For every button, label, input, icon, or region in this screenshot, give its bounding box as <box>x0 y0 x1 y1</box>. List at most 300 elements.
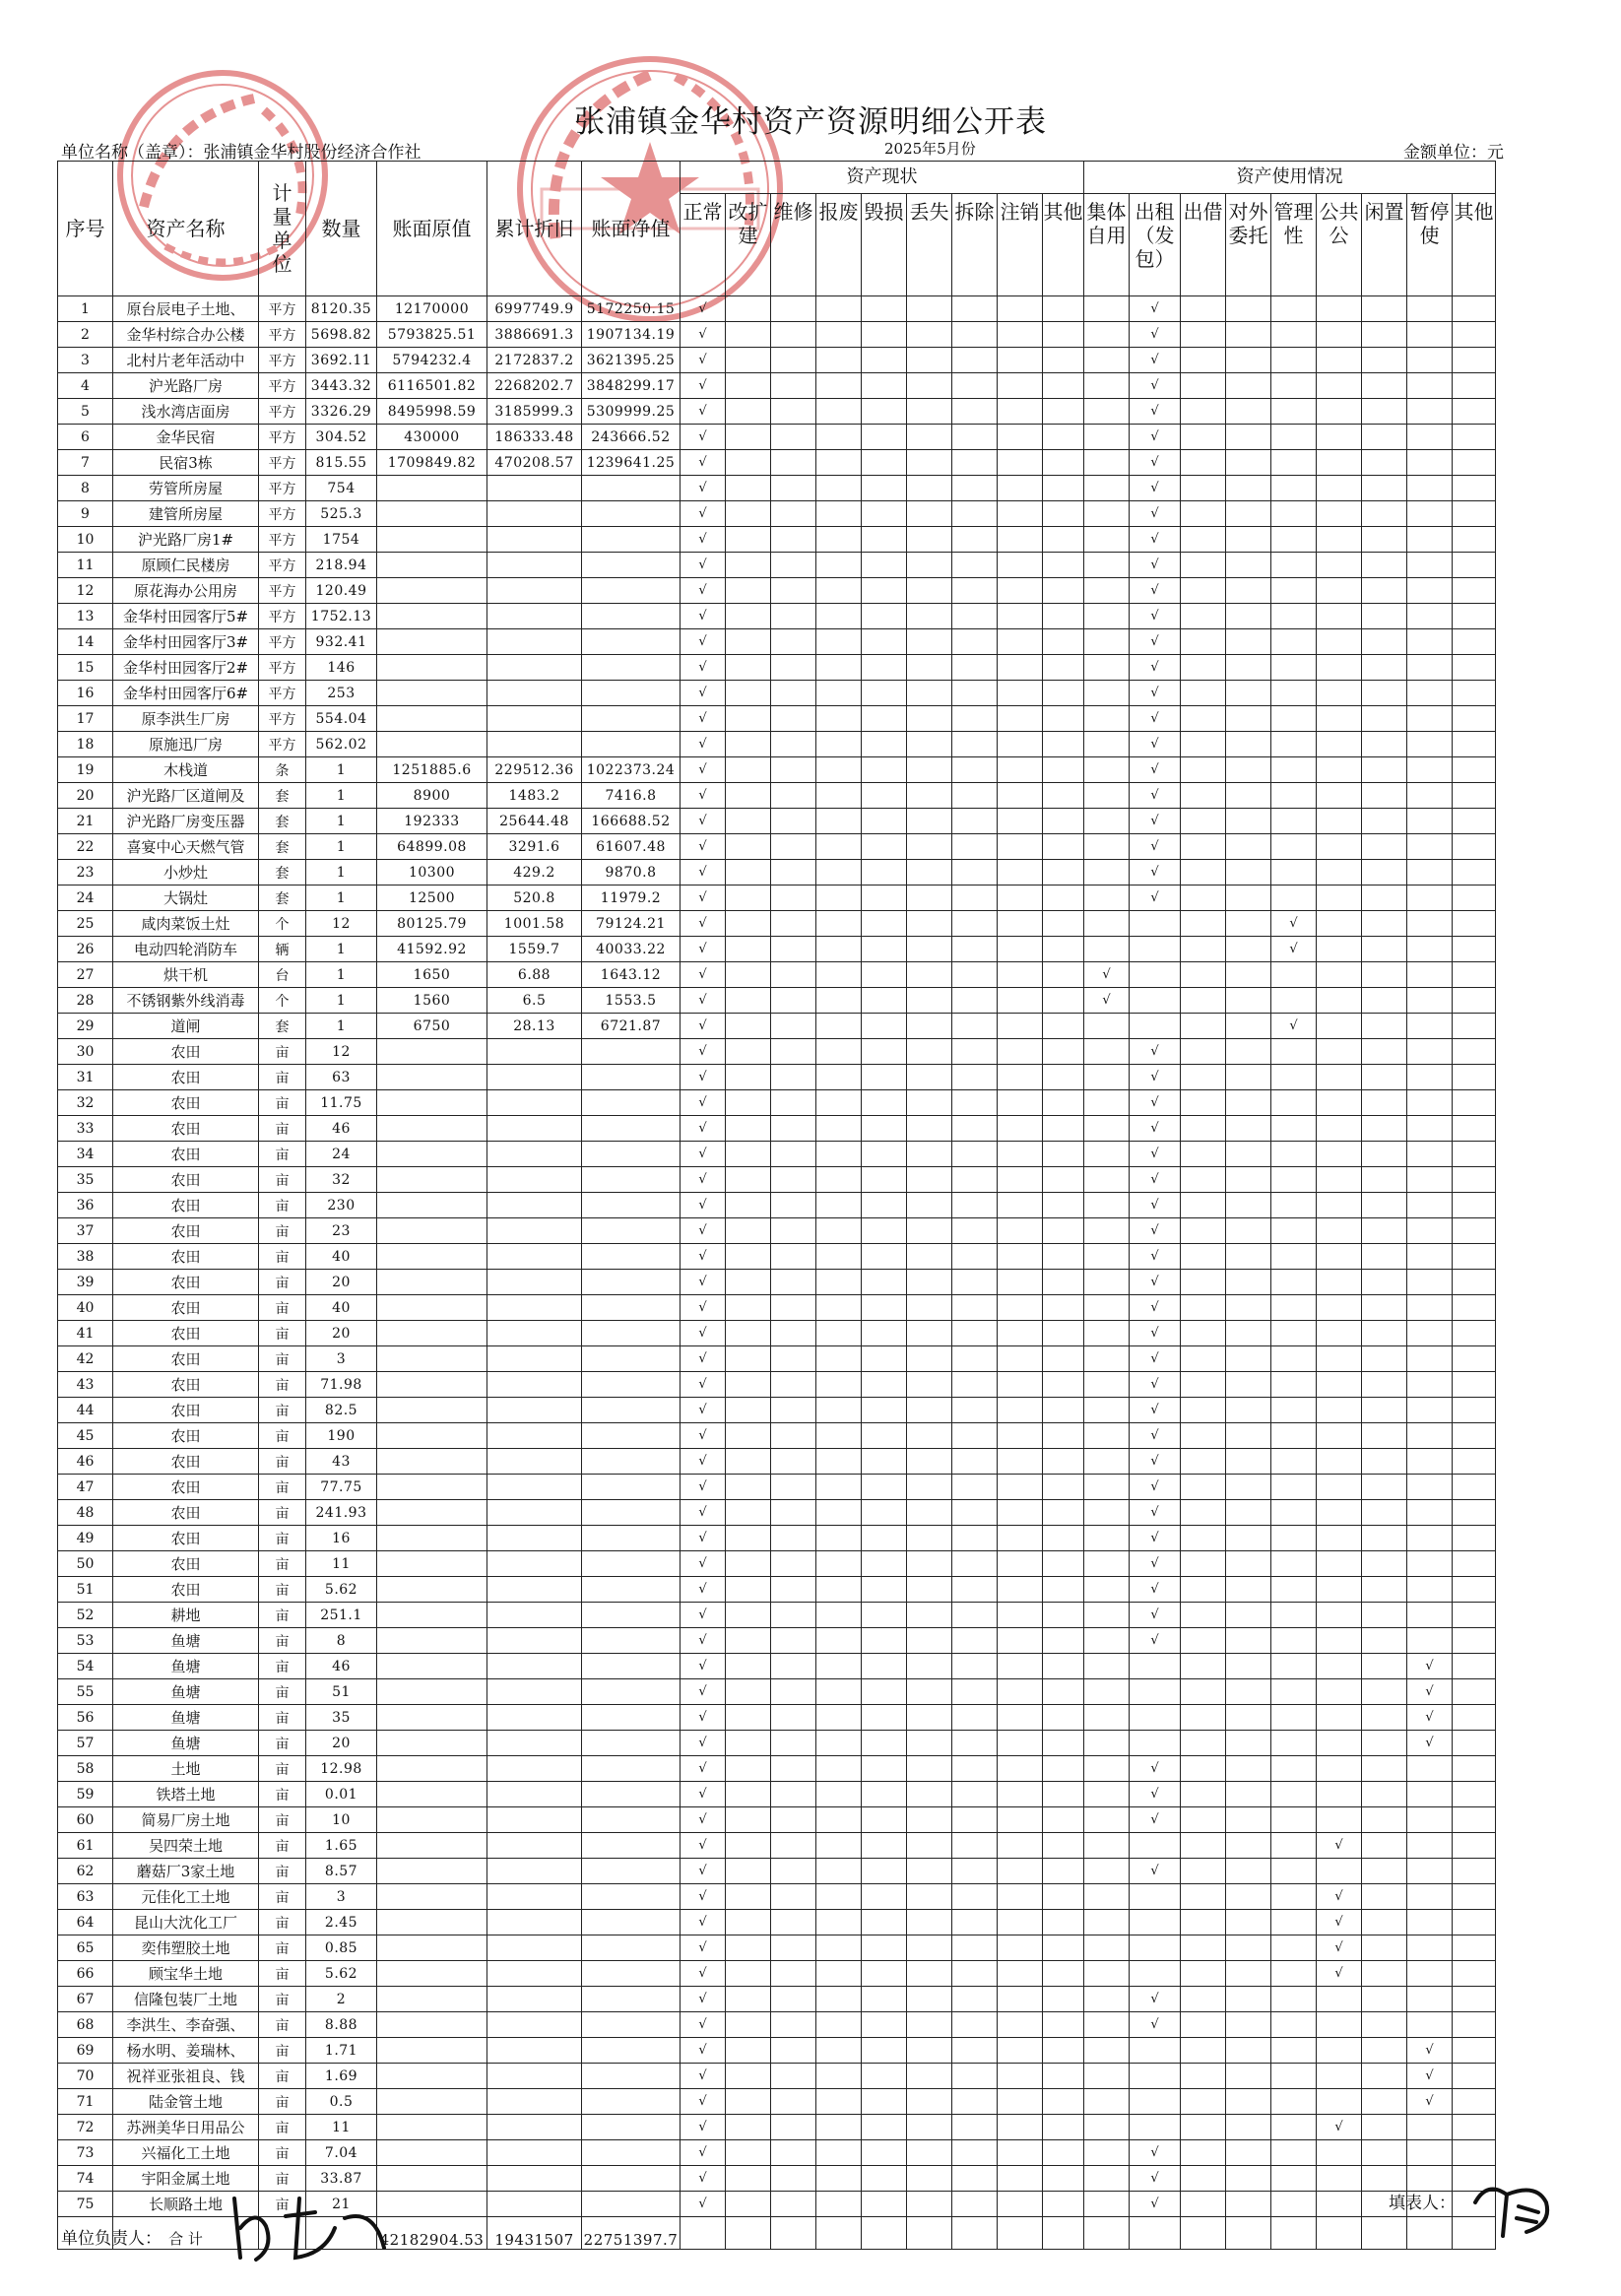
status-cell <box>816 604 862 629</box>
usage-check: √ <box>1317 1884 1362 1910</box>
row-dep: 28.13 <box>487 1014 582 1039</box>
status-cell <box>998 809 1043 834</box>
status-normal-check: √ <box>681 1731 726 1756</box>
status-cell <box>771 1423 816 1449</box>
row-no: 51 <box>58 1577 113 1603</box>
usage-cell <box>1084 655 1130 681</box>
status-cell <box>816 296 862 322</box>
usage-cell <box>1181 296 1226 322</box>
usage-cell <box>1453 629 1496 655</box>
usage-cell <box>1226 1014 1271 1039</box>
table-row <box>58 604 1496 629</box>
usage-cell <box>1130 937 1181 962</box>
status-cell <box>726 783 771 809</box>
status-cell <box>862 450 907 476</box>
usage-cell <box>1226 1782 1271 1807</box>
usage-cell <box>1084 757 1130 783</box>
usage-cell <box>1226 1475 1271 1500</box>
status-cell <box>998 1218 1043 1244</box>
usage-cell <box>1317 296 1362 322</box>
report-period: 2025年5月份 <box>884 140 976 158</box>
status-cell <box>816 1987 862 2012</box>
row-qty: 46 <box>306 1654 377 1679</box>
status-cell <box>771 1807 816 1833</box>
status-cell <box>862 1346 907 1372</box>
status-cell <box>726 1961 771 1987</box>
usage-cell <box>1226 2038 1271 2064</box>
row-net <box>582 681 681 706</box>
status-cell <box>862 809 907 834</box>
status-cell <box>862 1500 907 1526</box>
usage-cell <box>1453 2038 1496 2064</box>
table-row <box>58 1065 1496 1090</box>
usage-cell <box>1181 2115 1226 2140</box>
status-cell <box>1043 1193 1084 1218</box>
status-cell <box>1043 1551 1084 1577</box>
usage-cell <box>1226 604 1271 629</box>
usage-cell <box>1226 911 1271 937</box>
status-cell <box>907 629 952 655</box>
table-row <box>58 1679 1496 1705</box>
usage-cell <box>1317 1193 1362 1218</box>
table-row <box>58 1935 1496 1961</box>
row-name: 沪光路厂房1# <box>113 527 259 553</box>
status-cell <box>771 1705 816 1731</box>
status-cell <box>771 527 816 553</box>
usage-cell <box>1362 2064 1407 2089</box>
row-net: 1239641.25 <box>582 450 681 476</box>
status-cell <box>952 1065 998 1090</box>
usage-cell <box>1084 1218 1130 1244</box>
usage-cell <box>1453 1039 1496 1065</box>
status-cell <box>907 681 952 706</box>
status-normal-check: √ <box>681 296 726 322</box>
row-unit: 平方 <box>259 553 306 578</box>
status-cell <box>771 296 816 322</box>
usage-cell <box>1181 988 1226 1014</box>
row-name: 沪光路厂房变压器 <box>113 809 259 834</box>
status-cell <box>907 2115 952 2140</box>
row-no: 22 <box>58 834 113 860</box>
status-cell <box>952 911 998 937</box>
status-cell <box>816 1807 862 1833</box>
status-normal-check: √ <box>681 604 726 629</box>
row-net <box>582 1987 681 2012</box>
usage-cell <box>1453 655 1496 681</box>
row-qty: 1 <box>306 1014 377 1039</box>
row-unit: 亩 <box>259 2192 306 2217</box>
status-cell <box>952 681 998 706</box>
row-dep: 186333.48 <box>487 425 582 450</box>
status-normal-check: √ <box>681 2064 726 2089</box>
row-qty: 77.75 <box>306 1475 377 1500</box>
status-cell <box>1043 681 1084 706</box>
row-net <box>582 1551 681 1577</box>
usage-cell <box>1407 681 1453 706</box>
usage-cell <box>1362 2115 1407 2140</box>
row-qty: 8120.35 <box>306 296 377 322</box>
usage-cell <box>1226 450 1271 476</box>
usage-cell <box>1271 2192 1317 2217</box>
usage-cell <box>1362 1859 1407 1884</box>
usage-cell <box>1271 2064 1317 2089</box>
status-cell <box>816 1346 862 1372</box>
status-cell <box>1043 348 1084 373</box>
table-row <box>58 1782 1496 1807</box>
status-cell <box>998 1295 1043 1321</box>
table-row <box>58 988 1496 1014</box>
row-qty: 754 <box>306 476 377 501</box>
status-cell <box>862 988 907 1014</box>
status-cell <box>771 2140 816 2166</box>
usage-cell <box>1453 937 1496 962</box>
row-no: 44 <box>58 1398 113 1423</box>
row-unit: 套 <box>259 860 306 886</box>
status-cell <box>1043 1244 1084 1270</box>
row-no: 52 <box>58 1603 113 1628</box>
status-cell <box>726 1116 771 1142</box>
usage-cell <box>1226 1731 1271 1756</box>
usage-cell <box>1271 1679 1317 1705</box>
header-status-group: 资产现状 <box>681 162 1084 194</box>
status-cell <box>816 1142 862 1167</box>
usage-cell <box>1226 1935 1271 1961</box>
status-cell <box>998 655 1043 681</box>
status-cell <box>998 1884 1043 1910</box>
status-cell <box>862 732 907 757</box>
usage-cell <box>1271 1372 1317 1398</box>
usage-cell <box>1271 809 1317 834</box>
usage-cell <box>1407 1577 1453 1603</box>
row-unit: 亩 <box>259 2064 306 2089</box>
usage-cell <box>1181 476 1226 501</box>
usage-cell <box>1271 2166 1317 2192</box>
usage-cell <box>1317 681 1362 706</box>
table-row <box>58 2012 1496 2038</box>
status-cell <box>1043 1910 1084 1935</box>
status-cell <box>726 1526 771 1551</box>
usage-check: √ <box>1084 988 1130 1014</box>
row-qty: 63 <box>306 1065 377 1090</box>
status-cell <box>998 1603 1043 1628</box>
usage-cell <box>1407 2140 1453 2166</box>
usage-cell <box>1453 322 1496 348</box>
status-cell <box>862 1782 907 1807</box>
usage-cell <box>1271 1270 1317 1295</box>
row-dep <box>487 578 582 604</box>
status-cell <box>816 937 862 962</box>
status-cell <box>952 399 998 425</box>
header-net: 账面净值 <box>582 162 681 296</box>
usage-cell <box>1362 1372 1407 1398</box>
status-cell <box>1043 1423 1084 1449</box>
row-name: 不锈钢紫外线消毒 <box>113 988 259 1014</box>
row-qty: 23 <box>306 1218 377 1244</box>
status-cell <box>816 1731 862 1756</box>
row-net <box>582 1321 681 1346</box>
status-cell <box>726 2012 771 2038</box>
row-unit: 平方 <box>259 296 306 322</box>
status-cell <box>816 2064 862 2089</box>
row-no: 29 <box>58 1014 113 1039</box>
row-name: 原施迅厂房 <box>113 732 259 757</box>
status-cell <box>952 527 998 553</box>
status-cell <box>771 476 816 501</box>
table-row <box>58 348 1496 373</box>
row-orig <box>377 1654 487 1679</box>
filler-label: 填表人： <box>1389 2194 1456 2213</box>
status-normal-check: √ <box>681 911 726 937</box>
row-dep <box>487 1859 582 1884</box>
table-row <box>58 809 1496 834</box>
usage-cell <box>1084 1654 1130 1679</box>
row-unit: 亩 <box>259 2140 306 2166</box>
usage-cell <box>1226 962 1271 988</box>
usage-cell <box>1317 937 1362 962</box>
status-cell <box>952 1449 998 1475</box>
usage-cell <box>1084 1551 1130 1577</box>
table-row <box>58 1807 1496 1833</box>
row-orig <box>377 578 487 604</box>
usage-cell <box>1317 553 1362 578</box>
status-cell <box>952 2115 998 2140</box>
row-unit: 亩 <box>259 1295 306 1321</box>
row-unit: 台 <box>259 962 306 988</box>
row-name: 铁塔土地 <box>113 1782 259 1807</box>
status-cell <box>998 1526 1043 1551</box>
usage-cell <box>1453 1987 1496 2012</box>
row-unit: 亩 <box>259 1679 306 1705</box>
row-dep <box>487 2064 582 2089</box>
status-cell <box>907 296 952 322</box>
status-cell <box>907 1039 952 1065</box>
status-cell <box>907 1884 952 1910</box>
usage-cell <box>1317 322 1362 348</box>
status-cell <box>998 1705 1043 1731</box>
status-cell <box>726 1398 771 1423</box>
status-cell <box>726 1833 771 1859</box>
header-unit: 计量单位 <box>259 162 306 296</box>
row-no: 53 <box>58 1628 113 1654</box>
status-cell <box>1043 834 1084 860</box>
usage-cell <box>1362 1423 1407 1449</box>
usage-cell <box>1453 373 1496 399</box>
status-cell <box>907 1910 952 1935</box>
usage-cell <box>1362 2012 1407 2038</box>
usage-cell <box>1084 1526 1130 1551</box>
status-cell <box>771 1731 816 1756</box>
row-name: 农田 <box>113 1295 259 1321</box>
status-normal-check: √ <box>681 783 726 809</box>
status-normal-check: √ <box>681 1244 726 1270</box>
usage-cell <box>1084 425 1130 450</box>
status-cell <box>862 1372 907 1398</box>
row-qty: 8.88 <box>306 2012 377 2038</box>
row-no: 48 <box>58 1500 113 1526</box>
row-no: 50 <box>58 1551 113 1577</box>
status-cell <box>998 1398 1043 1423</box>
status-cell <box>952 553 998 578</box>
usage-cell <box>1181 399 1226 425</box>
usage-cell <box>1362 1603 1407 1628</box>
usage-cell <box>1271 1935 1317 1961</box>
usage-cell <box>1317 1628 1362 1654</box>
usage-cell <box>1317 373 1362 399</box>
row-no: 3 <box>58 348 113 373</box>
row-qty: 146 <box>306 655 377 681</box>
row-qty: 21 <box>306 2192 377 2217</box>
usage-cell <box>1453 1833 1496 1859</box>
row-dep <box>487 1935 582 1961</box>
usage-cell <box>1317 2012 1362 2038</box>
status-cell <box>998 1372 1043 1398</box>
usage-check: √ <box>1130 1859 1181 1884</box>
usage-cell <box>1271 296 1317 322</box>
usage-check: √ <box>1130 476 1181 501</box>
row-net <box>582 2038 681 2064</box>
status-cell <box>907 1961 952 1987</box>
header-qty: 数量 <box>306 162 377 296</box>
usage-cell <box>1271 1526 1317 1551</box>
usage-cell <box>1407 911 1453 937</box>
status-cell <box>726 886 771 911</box>
usage-cell <box>1226 399 1271 425</box>
usage-cell <box>1407 1142 1453 1167</box>
usage-cell <box>1407 1859 1453 1884</box>
status-cell <box>907 1014 952 1039</box>
status-cell <box>862 1295 907 1321</box>
usage-cell <box>1181 1987 1226 2012</box>
row-net: 3848299.17 <box>582 373 681 399</box>
row-orig <box>377 476 487 501</box>
usage-cell <box>1271 1551 1317 1577</box>
row-dep <box>487 1116 582 1142</box>
status-cell <box>998 911 1043 937</box>
usage-cell <box>1453 1782 1496 1807</box>
status-cell <box>998 1065 1043 1090</box>
status-cell <box>1043 1398 1084 1423</box>
row-qty: 120.49 <box>306 578 377 604</box>
usage-cell <box>1084 399 1130 425</box>
status-cell <box>726 681 771 706</box>
status-cell <box>726 988 771 1014</box>
row-net <box>582 2089 681 2115</box>
usage-cell <box>1407 1270 1453 1295</box>
row-qty: 1.69 <box>306 2064 377 2089</box>
usage-cell <box>1453 1910 1496 1935</box>
row-orig: 6116501.82 <box>377 373 487 399</box>
usage-check: √ <box>1130 1167 1181 1193</box>
status-cell <box>907 2192 952 2217</box>
row-net <box>582 2140 681 2166</box>
row-qty: 1 <box>306 886 377 911</box>
usage-cell <box>1181 1577 1226 1603</box>
usage-cell <box>1084 1987 1130 2012</box>
status-cell <box>862 2166 907 2192</box>
status-cell <box>771 1449 816 1475</box>
status-cell <box>816 2166 862 2192</box>
status-cell <box>726 322 771 348</box>
row-unit: 亩 <box>259 1577 306 1603</box>
status-cell <box>816 706 862 732</box>
status-cell <box>907 1935 952 1961</box>
row-net: 243666.52 <box>582 425 681 450</box>
row-no: 58 <box>58 1756 113 1782</box>
status-cell <box>771 1654 816 1679</box>
status-cell <box>1043 2038 1084 2064</box>
row-net <box>582 1193 681 1218</box>
row-unit: 亩 <box>259 1987 306 2012</box>
status-normal-check: √ <box>681 1065 726 1090</box>
usage-cell <box>1181 834 1226 860</box>
row-net: 5172250.15 <box>582 296 681 322</box>
usage-cell <box>1181 2089 1226 2115</box>
usage-cell <box>1226 501 1271 527</box>
usage-cell <box>1407 1014 1453 1039</box>
row-no: 59 <box>58 1782 113 1807</box>
usage-cell <box>1317 1423 1362 1449</box>
usage-cell <box>1317 348 1362 373</box>
usage-cell <box>1130 1731 1181 1756</box>
status-cell <box>726 2115 771 2140</box>
status-cell <box>952 886 998 911</box>
usage-cell <box>1181 322 1226 348</box>
usage-cell <box>1084 2012 1130 2038</box>
status-cell <box>1043 1807 1084 1833</box>
status-cell <box>1043 296 1084 322</box>
row-dep <box>487 553 582 578</box>
status-cell <box>862 2012 907 2038</box>
usage-cell <box>1130 1910 1181 1935</box>
row-net <box>582 655 681 681</box>
usage-cell <box>1317 1142 1362 1167</box>
status-cell <box>952 1884 998 1910</box>
status-normal-check: √ <box>681 1679 726 1705</box>
usage-cell <box>1362 450 1407 476</box>
status-cell <box>862 1193 907 1218</box>
status-cell <box>771 629 816 655</box>
status-normal-check: √ <box>681 1859 726 1884</box>
usage-cell <box>1453 1654 1496 1679</box>
row-orig <box>377 1782 487 1807</box>
status-cell <box>952 962 998 988</box>
row-name: 金华村田园客厅6# <box>113 681 259 706</box>
status-cell <box>952 655 998 681</box>
status-cell <box>1043 1449 1084 1475</box>
usage-cell <box>1084 1270 1130 1295</box>
status-normal-check: √ <box>681 1500 726 1526</box>
usage-cell <box>1362 1090 1407 1116</box>
status-cell <box>726 1270 771 1295</box>
row-orig <box>377 1705 487 1731</box>
status-cell <box>771 1321 816 1346</box>
row-net: 7416.8 <box>582 783 681 809</box>
row-name: 兴福化工土地 <box>113 2140 259 2166</box>
usage-cell <box>1181 2140 1226 2166</box>
usage-cell <box>1226 1961 1271 1987</box>
usage-check: √ <box>1130 834 1181 860</box>
status-cell <box>771 2166 816 2192</box>
status-cell <box>862 1756 907 1782</box>
row-name: 咸肉菜饭土灶 <box>113 911 259 937</box>
status-cell <box>998 2064 1043 2089</box>
usage-cell <box>1362 296 1407 322</box>
usage-cell <box>1084 1449 1130 1475</box>
status-normal-check: √ <box>681 1346 726 1372</box>
usage-cell <box>1130 1705 1181 1731</box>
usage-cell <box>1271 860 1317 886</box>
usage-check: √ <box>1130 1193 1181 1218</box>
